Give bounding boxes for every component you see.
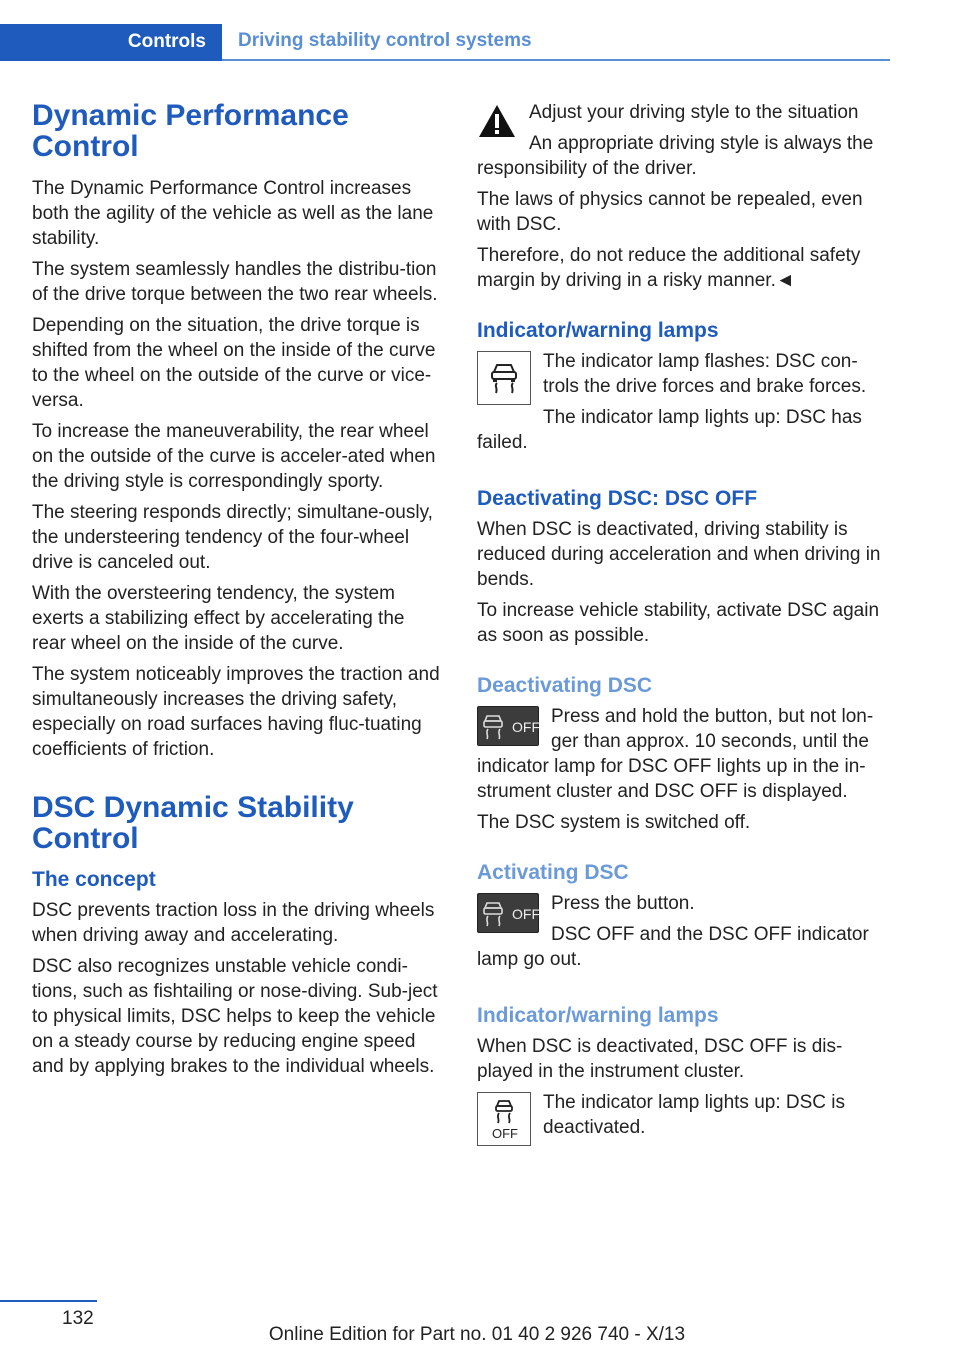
lamp-off-text: OFF <box>492 1126 518 1141</box>
warning-paragraph: Therefore, do not reduce the additional safety margin by driving in a risky manner.◄ <box>477 245 861 291</box>
dsc-title: DSC Dynamic Stability Control <box>32 791 354 855</box>
lamps2-paragraph: The indicator lamp lights up: DSC is deactivated. <box>543 1092 846 1138</box>
right-column <box>477 100 891 1148</box>
concept-heading: The concept <box>32 868 156 891</box>
act-paragraph: DSC OFF and the DSC OFF indicator lamp go out. <box>477 924 869 970</box>
dpc-paragraph: With the oversteering tendency, the system exerts a stabilizing effect by accelerating the rear wheel on the inside of the curve. <box>32 583 405 654</box>
dpc-paragraph: Depending on the situation, the drive torque is shifted from the wheel on the inside of the curve to the wheel on the outside of the curve or vice-versa. <box>32 315 436 411</box>
left-column <box>32 100 442 1085</box>
header-section-title: Driving stability control systems <box>238 30 532 51</box>
warning-heading: Adjust your driving style to the situation <box>529 102 859 123</box>
dpc-paragraph: The system noticeably improves the traction and simultaneously increases the driving safety, especially on road surfaces having fluc‐tuating coefficients of friction. <box>32 664 440 760</box>
deactivating-dsc-heading: Deactivating DSC <box>477 674 653 697</box>
act-paragraph: Press the button. <box>551 893 695 914</box>
dsc-lamp-icon <box>477 351 531 405</box>
dpc-paragraph: The steering responds directly; simultane‐ously, the understeering tendency of the four-wheel drive is canceled out. <box>32 502 433 573</box>
dsc-off-button-icon <box>477 706 539 746</box>
footer-rule <box>0 1300 97 1302</box>
button-off-text: OFF <box>512 719 540 735</box>
deact-paragraph: To increase vehicle stability, activate DSC again as soon as possible. <box>477 600 880 646</box>
dpc-paragraph: To increase the maneuverability, the rear wheel on the outside of the curve is acceler‐ated when the driving style is correspondingly sporty. <box>32 421 436 492</box>
warning-paragraph: The laws of physics cannot be repealed, even with DSC. <box>477 189 863 235</box>
lamps-heading: Indicator/warning lamps <box>477 319 719 342</box>
deact-sub-paragraph: The DSC system is switched off. <box>477 812 751 833</box>
dpc-paragraph: The Dynamic Performance Control increases both the agility of the vehicle as well as the lane stability. <box>32 178 434 249</box>
lamps2-paragraph: When DSC is deactivated, DSC OFF is dis‐played in the instrument cluster. <box>477 1036 843 1082</box>
dsc-off-lamp-icon <box>477 1092 531 1146</box>
lamps2-heading: Indicator/warning lamps <box>477 1004 719 1027</box>
header-tab-label: Controls <box>127 31 206 52</box>
edition-text: Online Edition for Part no. 01 40 2 926 740 - X/13 <box>268 1324 686 1345</box>
activating-dsc-heading: Activating DSC <box>477 861 629 884</box>
warning-triangle-icon <box>477 102 517 145</box>
concept-paragraph: DSC also recognizes unstable vehicle condi‐tions, such as fishtailing or nose-diving. Sub‐ject to physical limits, DSC helps to keep the vehicle on a steady course by reducing engine speed and by applying brakes to the individual wheels. <box>32 956 438 1077</box>
page-number: 132 <box>62 1308 94 1329</box>
header-rule <box>222 59 890 61</box>
concept-paragraph: DSC prevents traction loss in the driving wheels when driving away and accelerating. <box>32 900 435 946</box>
header-tab <box>0 24 222 61</box>
lamps-paragraph: The indicator lamp flashes: DSC con‐trols the drive forces and brake forces. <box>543 351 867 397</box>
deact-paragraph: When DSC is deactivated, driving stability is reduced during acceleration and when driving in bends. <box>477 519 881 590</box>
dpc-paragraph: The system seamlessly handles the distribu‐tion of the drive torque between the two rear wheels. <box>32 259 438 305</box>
lamps-paragraph: The indicator lamp lights up: DSC has failed. <box>477 407 862 453</box>
dsc-off-button-icon <box>477 893 539 933</box>
dpc-title: Dynamic Performance Control <box>32 99 349 163</box>
deactivating-dsc-off-heading: Deactivating DSC: DSC OFF <box>477 487 758 510</box>
button-off-text: OFF <box>512 906 540 922</box>
deact-sub-paragraph: Press and hold the button, but not lon‐ger than approx. 10 seconds, until the indicator lamp for DSC OFF lights up in the in‐strument cluster and DSC OFF is displayed. <box>477 706 874 802</box>
warning-paragraph: An appropriate driving style is always the responsibility of the driver. <box>477 133 874 179</box>
